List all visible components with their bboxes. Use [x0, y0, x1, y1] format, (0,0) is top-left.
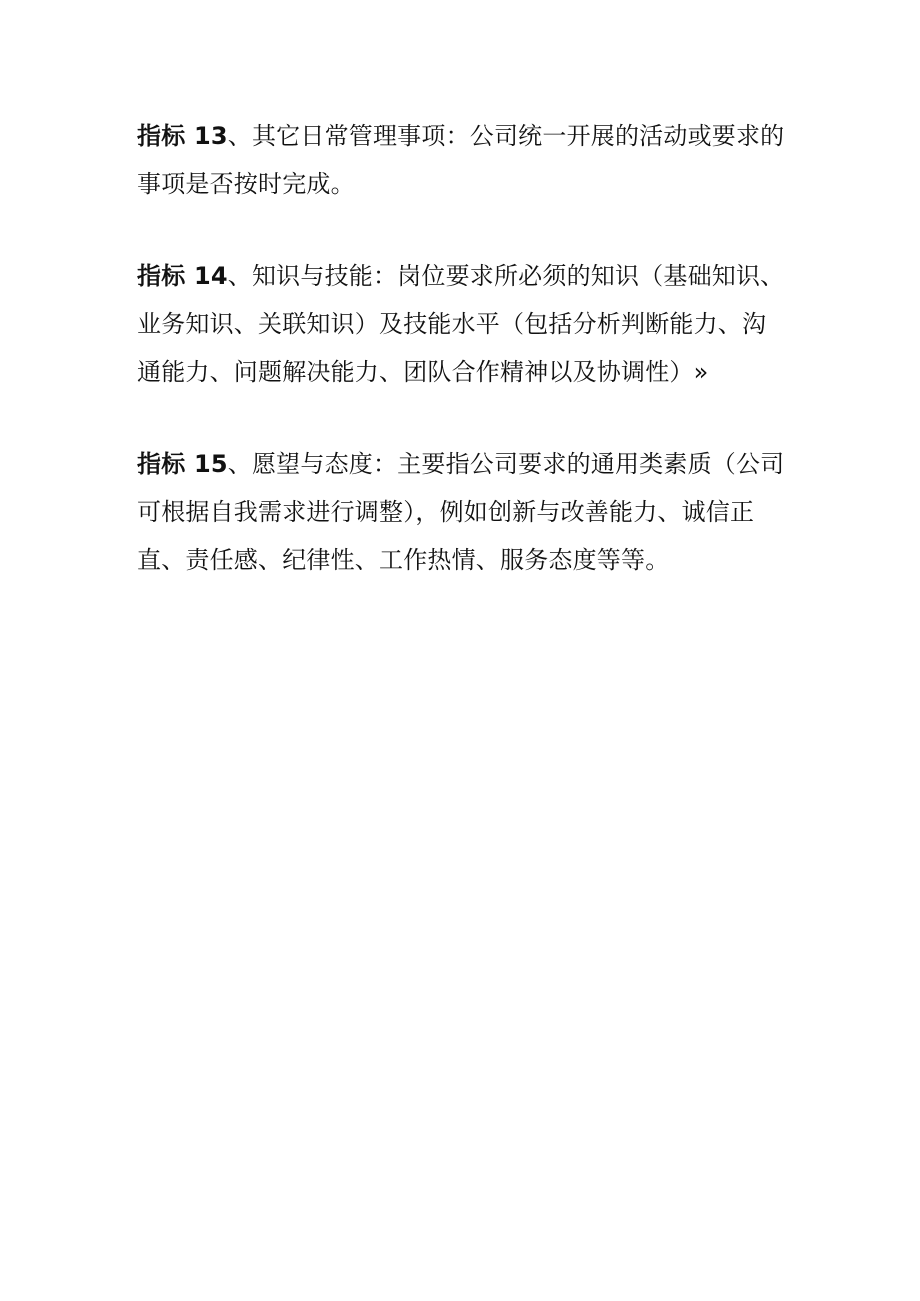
- paragraph-line: 可根据自我需求进行调整），例如创新与改善能力、诚信正: [137, 498, 755, 526]
- paragraph-line: [137, 440, 787, 488]
- indicator-label: 指标 15: [137, 450, 228, 478]
- paragraph-line: 通能力、问题解决能力、团队合作精神以及协调性）»: [137, 358, 709, 386]
- indicator-15-paragraph: [137, 440, 787, 584]
- paragraph-text: 、其它日常管理事项：公司统一开展的活动或要求的: [227, 122, 785, 150]
- indicator-label: 指标 14: [137, 262, 228, 290]
- document-body: [137, 112, 787, 628]
- indicator-14-paragraph: [137, 252, 787, 396]
- paragraph-line: [137, 112, 787, 160]
- paragraph-line: 直、责任感、纪律性、工作热情、服务态度等等。: [137, 546, 670, 574]
- indicator-label: 指标 13: [137, 122, 228, 150]
- paragraph-line: 事项是否按时完成。: [137, 170, 355, 198]
- paragraph-line: 业务知识、关联知识）及技能水平（包括分析判断能力、沟: [137, 310, 767, 338]
- paragraph-text: 、愿望与态度：主要指公司要求的通用类素质（公司: [227, 450, 785, 478]
- paragraph-text: 、知识与技能：岗位要求所必须的知识（基础知识、: [227, 262, 785, 290]
- indicator-13-paragraph: [137, 112, 787, 208]
- paragraph-line: [137, 252, 787, 300]
